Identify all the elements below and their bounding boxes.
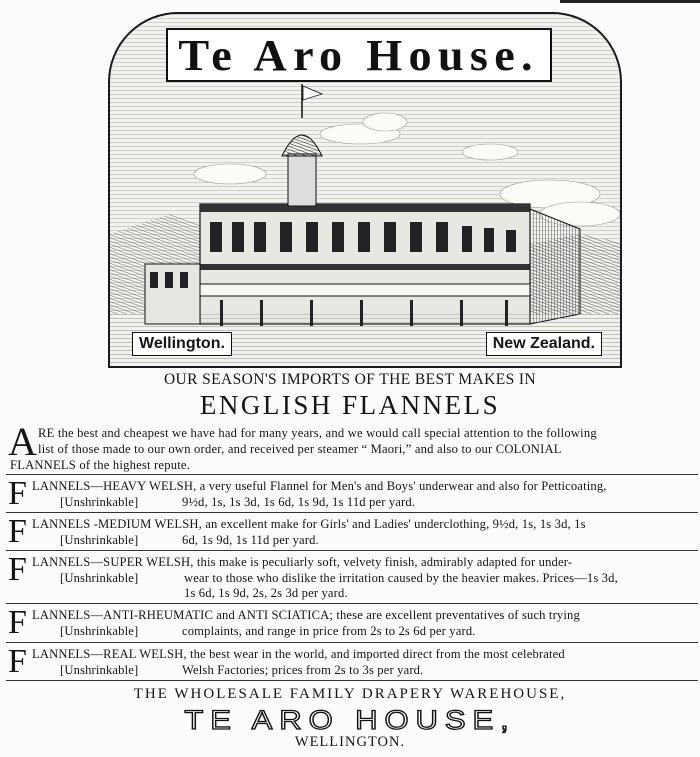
flannel-item-anti-rheumatic — [8, 605, 698, 641]
item-line-2: wear to those who dislike the irritation caused by the heavier makes. Prices—1s 3d, — [184, 571, 618, 585]
divider — [6, 603, 698, 604]
divider — [6, 474, 698, 475]
item-line-2: 9½d, 1s, 1s 3d, 1s 6d, 1s 9d, 1s 11d per yard. — [182, 495, 416, 509]
item-drop-cap: F — [8, 475, 27, 512]
item-line-2: 6d, 1s 9d, 1s 11d per yard. — [182, 533, 319, 547]
intro-line-1: RE the best and cheapest we have had for many years, and we would call special attention to the following — [38, 426, 597, 440]
item-label: [Unshrinkable] — [60, 495, 139, 509]
flannel-item-real-welsh — [8, 644, 698, 680]
headline-title: ENGLISH FLANNELS — [199, 390, 501, 420]
headline-subtitle: OUR SEASON'S IMPORTS OF THE BEST MAKES IN — [163, 371, 537, 388]
item-drop-cap: F — [8, 643, 27, 680]
item-line-1: LANNELS—HEAVY WELSH, a very useful Flannel for Men's and Boys' underwear and also for Petticoating, — [32, 479, 607, 493]
item-label: [Unshrinkable] — [60, 533, 139, 547]
intro-line-2: list of those made to our own order, and received per steamer “ Maori,” and also to our COLONIAL — [38, 442, 562, 456]
divider — [6, 512, 698, 513]
footer-wellington: WELLINGTON. — [294, 734, 406, 750]
item-line-1: LANNELS—SUPER WELSH, this make is peculiarly soft, velvety finish, admirably adapted for under- — [32, 555, 573, 569]
divider — [6, 550, 698, 551]
item-drop-cap: F — [8, 551, 27, 588]
item-line-1: LANNELS—ANTI-RHEUMATIC and ANTI SCIATICA; these are excellent preventatives of such trying — [32, 608, 580, 622]
item-label: [Unshrinkable] — [60, 624, 139, 638]
item-label: [Unshrinkable] — [60, 663, 139, 677]
item-drop-cap: F — [8, 604, 27, 641]
intro-drop-cap: A — [8, 419, 37, 464]
caption-wellington: Wellington. — [132, 332, 232, 356]
item-label: [Unshrinkable] — [60, 571, 139, 585]
item-line-2: complaints, and range in price from 2s to 2s 6d per yard. — [182, 624, 476, 638]
title-plate — [166, 28, 552, 82]
flannel-item-heavy-welsh — [8, 476, 698, 512]
footer-te-aro-house: TE ARO HOUSE, — [184, 705, 516, 735]
building-engraving — [108, 12, 622, 368]
item-line-3: 1s 6d, 1s 9d, 2s, 2s 3d per yard. — [184, 586, 348, 600]
divider — [6, 680, 698, 681]
engraving-title: Te Aro House. — [178, 30, 540, 80]
footer-warehouse: THE WHOLESALE FAMILY DRAPERY WAREHOUSE, — [133, 686, 567, 702]
intro-line-3: FLANNELS of the highest repute. — [10, 458, 191, 472]
flannel-item-super-welsh — [8, 552, 698, 602]
caption-new-zealand: New Zealand. — [486, 332, 602, 356]
item-drop-cap: F — [8, 513, 27, 550]
item-line-2: Welsh Factories; prices from 2s to 3s per yard. — [182, 663, 424, 677]
flannel-item-medium-welsh — [8, 514, 698, 550]
item-line-1: LANNELS -MEDIUM WELSH, an excellent make for Girls' and Ladies' underclothing, 9½d, 1s, 1s 3d, 1s — [32, 517, 586, 531]
item-line-1: LANNELS—REAL WELSH, the best wear in the world, and imported direct from the most celebrated — [32, 647, 565, 661]
top-rule — [560, 0, 700, 3]
divider — [6, 642, 698, 643]
